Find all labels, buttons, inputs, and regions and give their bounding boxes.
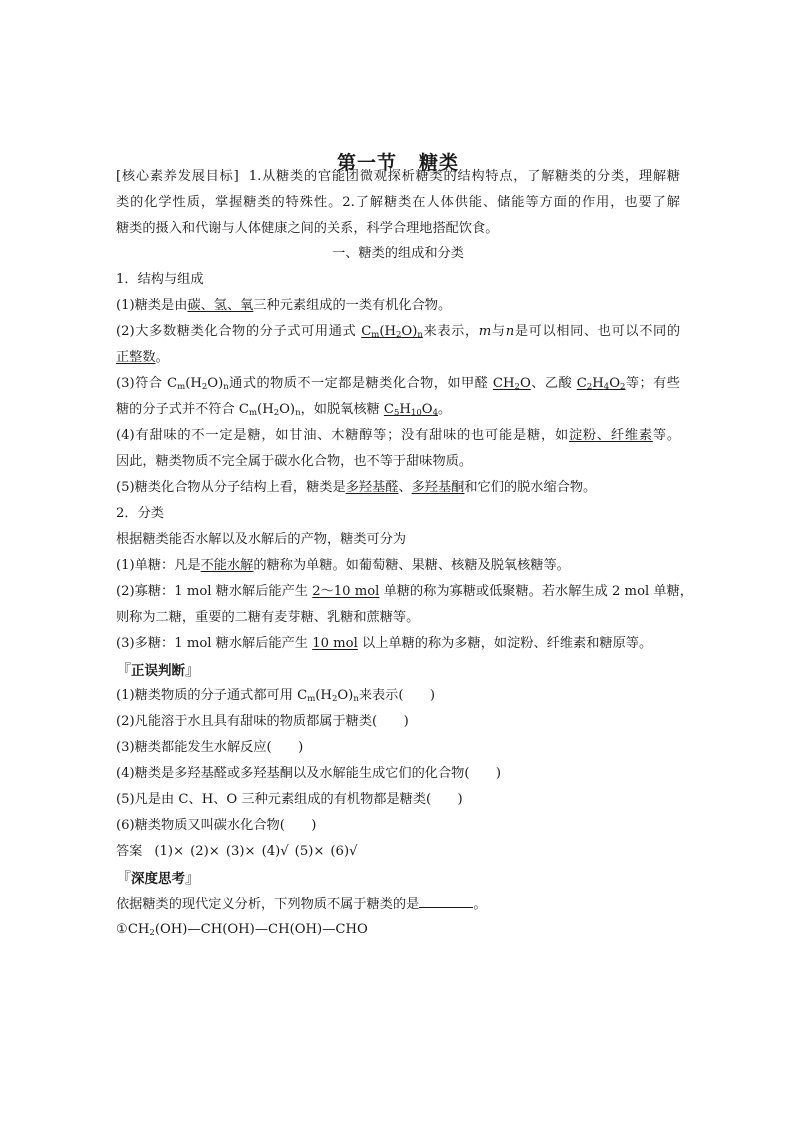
- underlined-answer: 淀粉: [568, 428, 597, 443]
- para-1: (1)糖类是由碳、氢、氧三种元素组成的一类有机化合物。: [116, 298, 452, 313]
- underlined-answer: 正整数: [116, 350, 156, 365]
- answer-label: 答案: [116, 844, 143, 859]
- think-question: 依据糖类的现代定义分析，下列物质不属于糖类的是 。: [116, 897, 487, 912]
- compound-1: $①CH_2(OH)—CH(OH)—CH(OH)—CHO$: [116, 922, 368, 938]
- para-3-line-2: 糖的分子式并不符合 $C_m(H_2O)_n$，如脱氧核糖 $C_5H_{10}O_4$。: [116, 402, 452, 418]
- underlined-answer: 多羟基酮: [411, 480, 465, 495]
- underlined-answer: 10 mol: [312, 636, 358, 651]
- para-6: 根据糖类能否水解以及水解后的产物，糖类可分为: [116, 532, 407, 547]
- para-5: (5)糖类化合物从分子结构上看，糖类是多羟基醛、多羟基酮和它们的脱水缩合物。: [116, 480, 597, 495]
- judge-item-2: (2)凡能溶于水且具有甜味的物质都属于糖类( ): [116, 714, 409, 729]
- goal-line-3: 糖类的摄入和代谢与人体健康之间的关系，科学合理地搭配饮食。: [116, 221, 499, 236]
- formula-deoxyribose: $C_5H_{10}O_4$: [383, 402, 438, 418]
- underlined-answer: 、纤维素: [596, 428, 653, 443]
- para-2-line-2: 正整数。: [116, 350, 169, 365]
- para-3-line-1: (3)符合 $C_m(H_2O)_n$通式的物质不一定都是糖类化合物，如甲醛 $CH_2O$、乙酸 $C_2H_4O_2$等；有些: [116, 376, 680, 392]
- underlined-answer: 2～10 mol: [312, 584, 380, 599]
- judge-item-5: (5)凡是由 C、H、O 三种元素组成的有机物都是糖类( ): [116, 792, 463, 807]
- answer-line: 答案 (1)× (2)× (3)× (4)√ (5)× (6)√: [116, 844, 358, 859]
- underlined-answer: 碳、氢、氧: [187, 298, 254, 313]
- goal-label: [核心素养发展目标]: [116, 169, 239, 184]
- answer-blank[interactable]: [419, 895, 473, 908]
- judge-item-1: (1)糖类物质的分子通式都可用 $C_m(H_2O)_n$来表示( ): [116, 688, 436, 704]
- title-part2: 糖类: [419, 152, 460, 174]
- think-section-tag: 『深度思考』: [116, 869, 201, 887]
- goal-line-1: [核心素养发展目标] 1.从糖类的官能团微观探析糖类的结构特点，了解糖类的分类，理解糖: [116, 169, 680, 184]
- section-heading: 一、糖类的组成和分类: [332, 246, 464, 261]
- underlined-answer: 多羟基醛: [345, 480, 399, 495]
- judge-section-tag: 『正误判断』: [116, 661, 201, 679]
- para-8-line-2: 则称为二糖，重要的二糖有麦芽糖、乳糖和蔗糖等。: [116, 610, 420, 625]
- para-8-line-1: (2)寡糖：1 mol 糖水解后能产生 2～10 mol 单糖的称为寡糖或低聚糖。若水解生成 2 mol 单糖，: [116, 584, 693, 599]
- para-9: (3)多糖：1 mol 糖水解后能产生 10 mol 以上单糖的称为多糖，如淀粉、纤维素和糖原等。: [116, 636, 653, 651]
- goal-line-2: 类的化学性质，掌握糖类的特殊性。2.了解糖类在人体供能、储能等方面的作用，也要了解: [116, 195, 680, 210]
- para-4-line-2: 因此，糖类物质不完全属于碳水化合物，也不等于甜味物质。: [116, 454, 473, 469]
- formula-formaldehyde: $CH_2O$: [492, 376, 531, 392]
- judge-item-4: (4)糖类是多羟基醛或多羟基酮以及水解能生成它们的化合物( ): [116, 766, 502, 781]
- underlined-answer: 不能水解: [200, 558, 254, 573]
- formula-acetic-acid: $C_2H_4O_2$: [576, 376, 626, 392]
- judge-item-6: (6)糖类物质又叫碳水化合物( ): [116, 818, 317, 833]
- para-7: (1)单糖：凡是不能水解的糖称为单糖。如葡萄糖、果糖、核糖及脱氧核糖等。: [116, 558, 570, 573]
- formula-general: $C_m(H_2O)_n$: [361, 324, 423, 340]
- subheading-classification: 2．分类: [116, 506, 164, 521]
- para-4-line-1: (4)有甜味的不一定是糖，如甘油、木糖醇等；没有甜味的也可能是糖，如淀粉、纤维素等。: [116, 428, 681, 443]
- subheading-structure: 1．结构与组成: [116, 272, 204, 287]
- judge-item-3: (3)糖类都能发生水解反应( ): [116, 740, 304, 755]
- title-part1: 第一节: [336, 152, 397, 174]
- para-2-line-1: (2)大多数糖类化合物的分子式可用通式 $C_m(H_2O)_n$来表示，m与n是可以相同、也可以不同的: [116, 324, 681, 340]
